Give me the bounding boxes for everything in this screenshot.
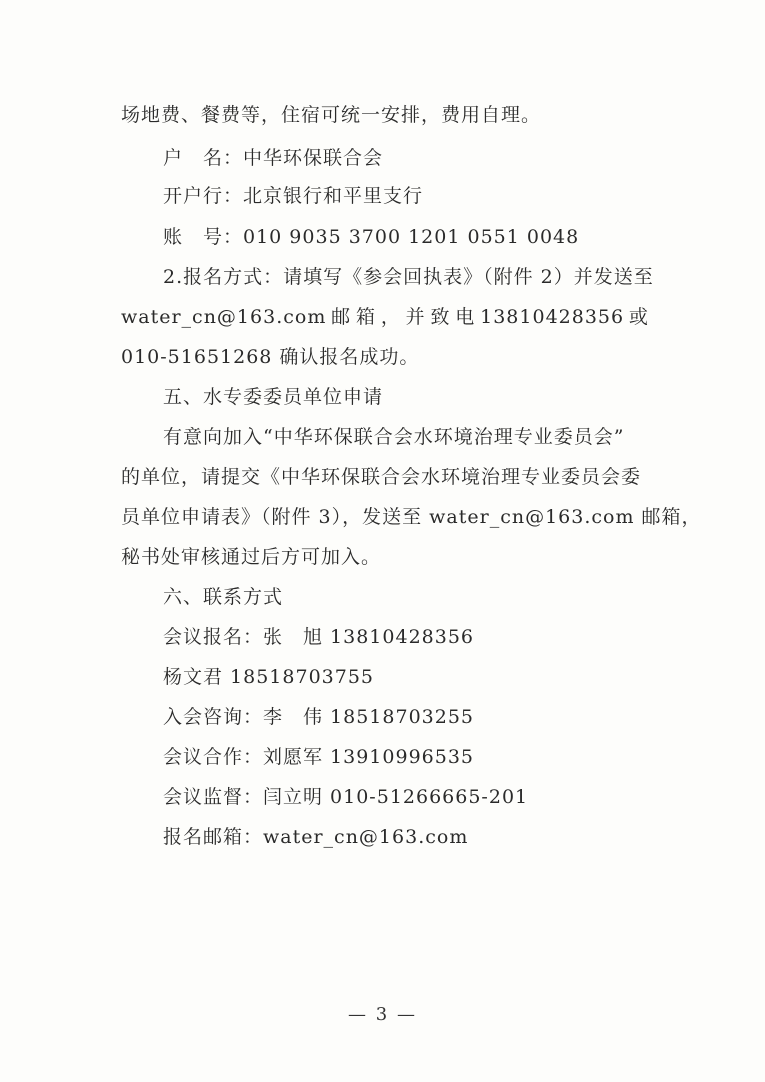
section-heading-five: 五、水专委委员单位申请 bbox=[163, 386, 384, 408]
text-char: 或 bbox=[628, 306, 649, 328]
text-char: 电 bbox=[455, 306, 476, 328]
text-char: ， bbox=[380, 306, 401, 328]
paragraph-line: 员单位申请表》（附件 3），发送至 water_cn@163.com 邮箱， bbox=[121, 506, 702, 528]
page-number: — 3 — bbox=[348, 1004, 417, 1025]
account-number-line: 账 号：010 9035 3700 1201 0551 0048 bbox=[163, 226, 580, 248]
account-name-line: 户 名：中华环保联合会 bbox=[163, 147, 384, 169]
contact-registration: 会议报名：张 旭 13810428356 bbox=[163, 626, 475, 648]
text-char: 箱 bbox=[355, 306, 376, 328]
contact-registration-second: 杨文君 18518703755 bbox=[163, 666, 375, 688]
phone-number: 13810428356 bbox=[480, 306, 625, 328]
bank-line: 开户行：北京银行和平里支行 bbox=[163, 185, 424, 207]
section-heading-six: 六、联系方式 bbox=[163, 586, 284, 608]
registration-method-line: 2.报名方式：请填写《参会回执表》（附件 2）并发送至 bbox=[163, 266, 654, 288]
paragraph-line: 有意向加入“中华环保联合会水环境治理专业委员会” bbox=[163, 426, 625, 448]
text-char: 并 bbox=[405, 306, 426, 328]
contact-membership: 入会咨询：李 伟 18518703255 bbox=[163, 706, 475, 728]
text-char: 致 bbox=[430, 306, 451, 328]
paragraph-line: 场地费、餐费等，住宿可统一安排，费用自理。 bbox=[121, 104, 542, 126]
contact-supervision: 会议监督：闫立明 010-51266665-201 bbox=[163, 786, 529, 808]
confirm-line: 010-51651268 确认报名成功。 bbox=[121, 346, 420, 368]
paragraph-line: 秘书处审核通过后方可加入。 bbox=[121, 546, 382, 568]
text-char: 邮 bbox=[331, 306, 352, 328]
email-text: water_cn@163.com bbox=[121, 306, 327, 328]
registration-email-line bbox=[121, 305, 649, 329]
contact-email: 报名邮箱：water_cn@163.com bbox=[163, 826, 469, 848]
paragraph-line: 的单位，请提交《中华环保联合会水环境治理专业委员会委 bbox=[121, 466, 642, 488]
contact-cooperation: 会议合作：刘愿军 13910996535 bbox=[163, 746, 475, 768]
